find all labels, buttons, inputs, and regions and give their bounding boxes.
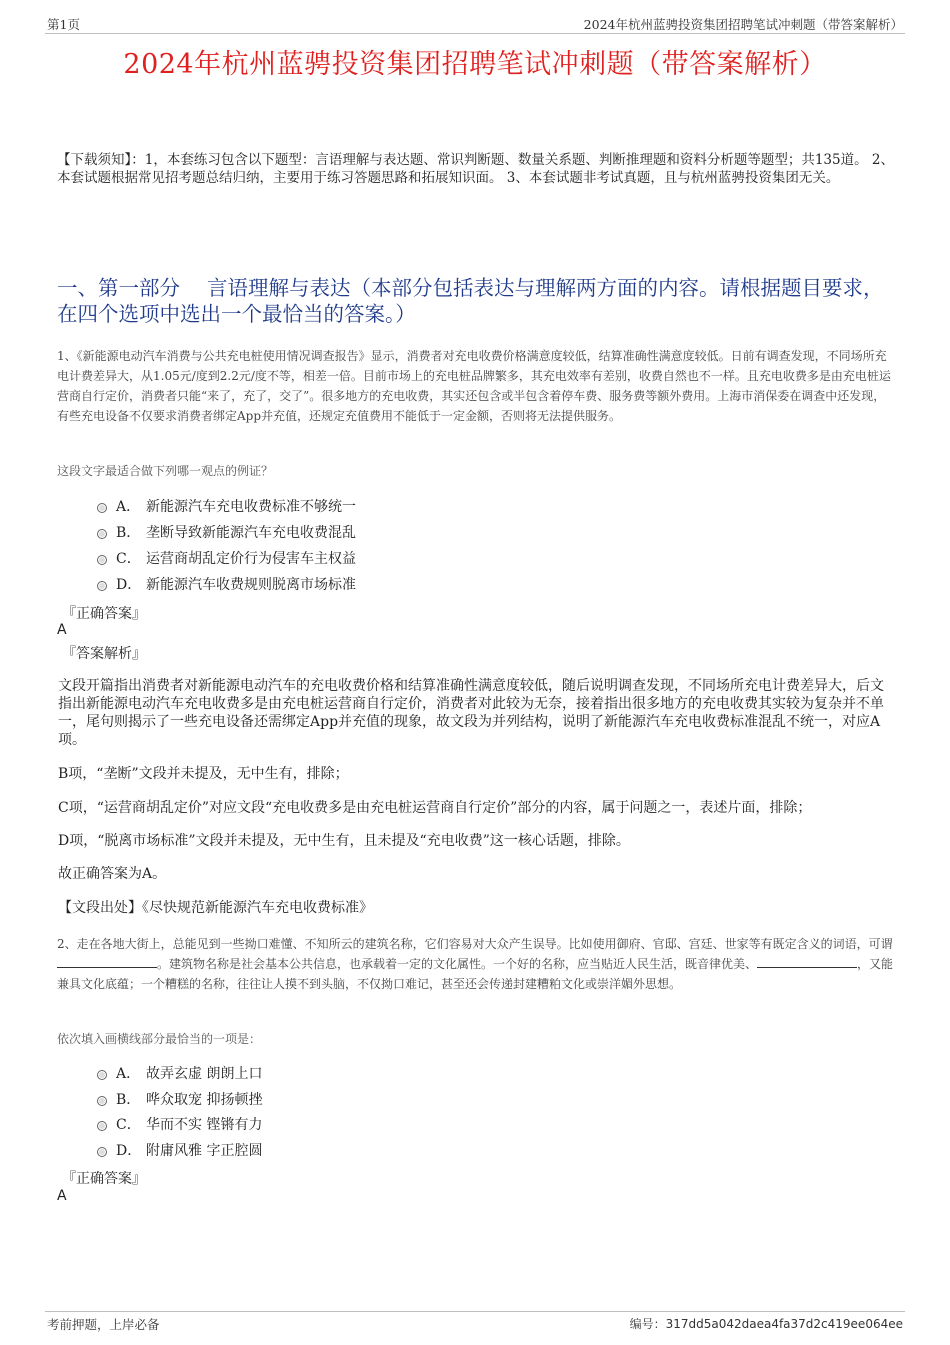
q1-option-text: 新能源汽车收费规则脱离市场标准 [146, 577, 356, 593]
q2-option-a[interactable] [97, 1063, 262, 1083]
q2-stem-part3: ，又能兼具文化底蕴；一个糟糕的名称，往往让人摸不到头脑，不仅拗口难记，甚至还会传递封建糟粕文化或崇洋媚外思想。 [57, 957, 894, 991]
q2-stem-part2: 。建筑物名称是社会基本公共信息，也承载着一定的文化属性。一个好的名称，应当贴近人民生活，既音律优美、 [157, 957, 758, 971]
q2-option-b[interactable] [97, 1089, 262, 1109]
q2-stem [57, 934, 897, 994]
q1-prompt: 这段文字最适合做下列哪一观点的例证？ [57, 464, 274, 478]
q1-option-text: 运营商胡乱定价行为侵害车主权益 [146, 551, 356, 567]
q1-option-c[interactable] [97, 548, 356, 568]
radio-icon[interactable] [97, 1070, 107, 1080]
q2-option-text: 华而不实 铿锵有力 [146, 1117, 263, 1133]
footer-slogan: 考前押题，上岸必备 [47, 1317, 160, 1332]
q1-option-letter: D． [116, 577, 142, 593]
q1-analysis-b: B项，“垄断”文段并未提及，无中生有，排除； [58, 766, 349, 782]
radio-icon[interactable] [97, 529, 107, 539]
q1-option-a[interactable] [97, 496, 356, 516]
blank-line-1 [57, 955, 157, 968]
q1-option-d[interactable] [97, 574, 356, 594]
section-heading: 一、第一部分 言语理解与表达（本部分包括表达与理解两方面的内容。请根据题目要求，在四个选项中选出一个最恰当的答案。） [57, 276, 884, 326]
q2-prompt: 依次填入画横线部分最恰当的一项是： [57, 1032, 262, 1046]
radio-icon[interactable] [97, 1096, 107, 1106]
radio-icon[interactable] [97, 581, 107, 591]
q2-option-text: 附庸风雅 字正腔圆 [146, 1143, 263, 1159]
q2-answer-label: 『正确答案』 [62, 1171, 146, 1187]
radio-icon[interactable] [97, 555, 107, 565]
download-notice: 【下载须知】：1，本套练习包含以下题型：言语理解与表达题、常识判断题、数量关系题、判断推理题和资料分析题等题型；共135道。 2、本套试题根据常见招考题总结归纳，主要用于练习答题思路和拓展知识面。 3、本套试题非考试真题，且与杭州蓝骋投资集团无关。 [57, 152, 894, 186]
q2-option-text: 故弄玄虚 朗朗上口 [146, 1066, 263, 1082]
q2-option-letter: A． [116, 1066, 141, 1082]
q1-option-text: 垄断导致新能源汽车充电收费混乱 [146, 525, 356, 541]
q2-option-letter: D． [116, 1143, 142, 1159]
footer-code: 编号：317dd5a042daea4fa37d2c419ee064ee [629, 1317, 903, 1331]
q1-option-text: 新能源汽车充电收费标准不够统一 [146, 499, 356, 515]
radio-icon[interactable] [97, 1121, 107, 1131]
q1-conclusion: 故正确答案为A。 [58, 866, 167, 882]
q2-option-text: 哗众取宠 抑扬顿挫 [146, 1092, 263, 1108]
page-title: 2024年杭州蓝骋投资集团招聘笔试冲刺题（带答案解析） [123, 49, 827, 80]
q1-analysis-main: 文段开篇指出消费者对新能源电动汽车的充电收费价格和结算准确性满意度较低，随后说明调查发现，不同场所充电计费差异大，后文指出新能源电动汽车充电收费多是由充电桩运营商自行定价，消费者对此较为无奈，接着指出很多地方的充电收费其实较为复杂并不单一，尾句则揭示了一些充电设备还需绑定App并充值的现象，故文段为并列结构，说明了新能源汽车充电收费标准混乱不统一，对应A项。 [58, 678, 884, 748]
q1-analysis-d: D项，“脱离市场标准”文段并未提及，无中生有，且未提及“充电收费”这一核心话题，排除。 [58, 833, 630, 849]
header-doc-title: 2024年杭州蓝骋投资集团招聘笔试冲刺题（带答案解析） [583, 17, 903, 32]
q2-option-d[interactable] [97, 1140, 262, 1160]
q1-stem: 1、《新能源电动汽车消费与公共充电桩使用情况调查报告》显示，消费者对充电收费价格满意度较低，结算准确性满意度较低。日前有调查发现，不同场所充电计费差异大，从1.05元/度到2.2元/度不等，相差一倍。目前市场上的充电桩品牌繁多，其充电效率有差别，收费自然也不一样。且充电收费多是由充电桩运营商自行定价，消费者只能“来了，充了，交了”。很多地方的充电收费，其实还包含或半包含着停车费、服务费等额外费用。上海市消保委在调查中还发现，有些充电设备不仅要求消费者绑定App并充值，还规定充值费用不能低于一定金额，否则将无法提供服务。 [57, 349, 891, 423]
q2-option-letter: C． [116, 1117, 141, 1133]
radio-icon[interactable] [97, 1147, 107, 1157]
q1-option-letter: A． [116, 499, 141, 515]
q1-source: 【文段出处】《尽快规范新能源汽车充电收费标准》 [58, 900, 373, 916]
q2-answer: A [57, 1188, 67, 1204]
page-number: 第1页 [47, 17, 80, 32]
q1-option-b[interactable] [97, 522, 356, 542]
radio-icon[interactable] [97, 503, 107, 513]
q1-option-letter: C． [116, 551, 141, 567]
q1-analysis-label: 『答案解析』 [62, 646, 146, 662]
q1-option-letter: B． [116, 525, 141, 541]
q2-stem-part1: 2、走在各地大街上，总能见到一些拗口难懂、不知所云的建筑名称，它们容易对大众产生误导。比如使用御府、官邸、宫廷、世家等有既定含义的词语，可谓 [57, 937, 893, 951]
q1-answer-label: 『正确答案』 [62, 606, 146, 622]
footer-divider [45, 1311, 905, 1312]
q1-answer: A [57, 622, 67, 638]
q2-option-c[interactable] [97, 1114, 262, 1134]
q1-analysis-c: C项，“运营商胡乱定价”对应文段“充电收费多是由充电桩运营商自行定价”部分的内容，属于问题之一，表述片面，排除； [58, 800, 812, 816]
q2-option-letter: B． [116, 1092, 141, 1108]
blank-line-2 [757, 955, 857, 968]
header-divider [45, 33, 905, 34]
